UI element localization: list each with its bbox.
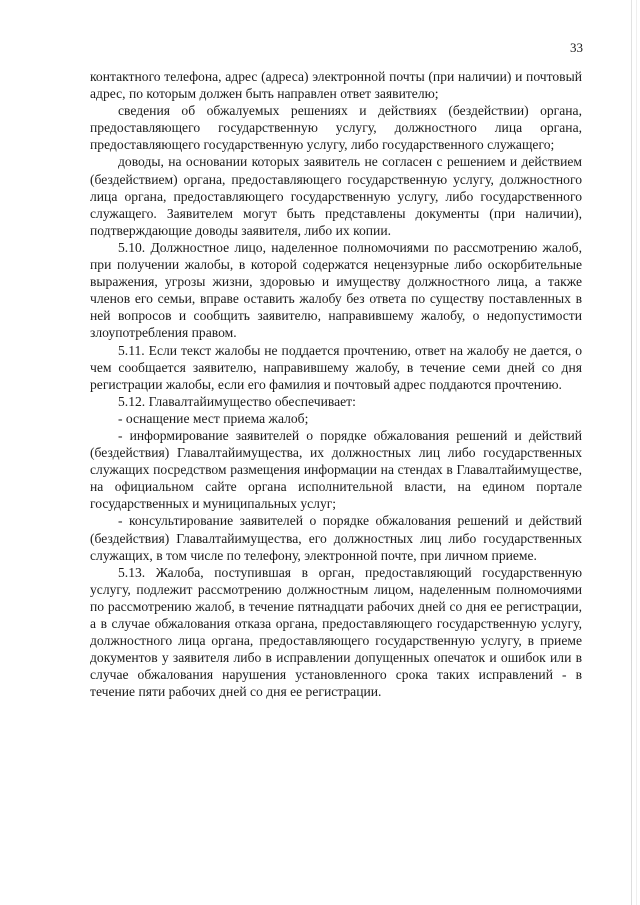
page-number: 33 (570, 40, 583, 55)
paragraph: - консультирование заявителей о порядке обжалования решений и действий (бездействия) Главалтайимущества, его должностных лиц либо государственных служащих, в том числе по телефону, электронной почте, при личном приеме. (90, 513, 582, 563)
scan-edge-line (631, 0, 632, 905)
paragraph: контактного телефона, адрес (адреса) электронной почты (при наличии) и почтовый адрес, по которым должен быть направлен ответ заявителю; (90, 69, 582, 102)
paragraph: - оснащение мест приема жалоб; (118, 410, 309, 426)
paragraph: доводы, на основании которых заявитель не согласен с решением и действием (бездействием) органа, предоставляющего государственную услугу, должностного лица органа, предоставляющего государственную услугу, либо государственного служащего. Заявителем могут быть представлены документы (при наличии), подтверждающие доводы заявителя, либо их копии. (90, 154, 582, 238)
paragraph: сведения об обжалуемых решениях и действиях (бездействии) органа, предоставляющего государственную услугу, должностного лица органа, предоставляющего государственную услугу, либо государственного служащего; (90, 103, 582, 153)
paragraph: 5.13. Жалоба, поступившая в орган, предоставляющий государственную услугу, подлежит рассмотрению должностным лицом, наделенным полномочиями по рассмотрению жалоб, в течение пятнадцати рабочих дней со дня ее регистрации, а в случае обжалования отказа органа, предоставляющего государственную услугу, должностного лица органа, предоставляющего государственную услугу, в приеме документов у заявителя либо в исправлении допущенных опечаток и ошибок или в случае обжалования нарушения установленного срока таких исправлений - в течение пяти рабочих дней со дня ее регистрации. (90, 564, 582, 700)
scan-edge-line (636, 0, 637, 905)
paragraph: 5.12. Главалтайимущество обеспечивает: (118, 393, 356, 409)
paragraph: 5.11. Если текст жалобы не поддается прочтению, ответ на жалобу не дается, о чем сообщается заявителю, направившему жалобу, в течение семи дней со дня регистрации жалобы, если его фамилия и почтовый адрес поддаются прочтению. (90, 342, 582, 392)
paragraph: 5.10. Должностное лицо, наделенное полномочиями по рассмотрению жалоб, при получении жалобы, в которой содержатся нецензурные либо оскорбительные выражения, угрозы жизни, здоровью и имуществу должностного лица, а также членов его семьи, вправе оставить жалобу без ответа по существу поставленных в ней вопросов и сообщить заявителю, направившему жалобу, о недопустимости злоупотребления правом. (90, 239, 582, 341)
document-text (90, 68, 582, 700)
paragraph: - информирование заявителей о порядке обжалования решений и действий (бездействия) Главалтайимущества, их должностных лиц либо государственных служащих посредством размещения информации на стендах в Главалтайимуществе, на официальном сайте органа исполнительной власти, на едином портале государственных и муниципальных услуг; (90, 427, 582, 512)
